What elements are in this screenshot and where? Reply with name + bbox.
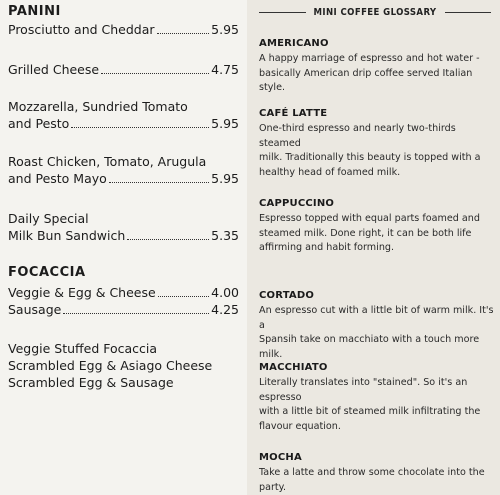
food-menu-column — [0, 0, 247, 495]
item-price: 5.35 — [211, 228, 239, 243]
desc-line: A happy marriage of espresso and hot water - — [259, 53, 480, 64]
item-price: 4.75 — [211, 62, 239, 77]
item-name: Prosciutto and Cheddar — [8, 22, 155, 37]
glossary-term-americano — [259, 38, 495, 96]
desc-line: An espresso cut with a little bit of warm milk. It's a — [259, 305, 494, 331]
desc-line: healthy head of foamed milk. — [259, 166, 401, 178]
leader-dots — [63, 312, 209, 314]
leader-dots — [127, 238, 209, 240]
desc-line: Take a latte and throw some chocolate into the party. — [259, 467, 485, 493]
panini-title: PANINI — [8, 4, 61, 19]
list-item: Scrambled Egg & Asiago Cheese — [8, 358, 213, 373]
leader-dots — [71, 126, 209, 128]
list-item: Veggie Stuffed Focaccia — [8, 341, 158, 356]
menu-item — [8, 61, 239, 78]
menu-item — [8, 98, 239, 132]
item-price: 5.95 — [211, 22, 239, 37]
term-name: CAPPUCCINO — [259, 198, 335, 209]
header-rule-left — [259, 12, 306, 13]
desc-line: milk. Traditionally this beauty is topped with a — [259, 152, 481, 163]
term-description — [259, 466, 495, 495]
term-name: MOCHA — [259, 452, 302, 463]
glossary-term-cappuccino — [259, 198, 495, 256]
term-name: CAFÉ LATTE — [259, 108, 328, 119]
glossary-term-mocha — [259, 452, 495, 495]
glossary-term-macchiato — [259, 362, 495, 434]
glossary-term-cafe-latte — [259, 108, 495, 180]
panini-section — [8, 4, 61, 19]
term-description — [259, 212, 495, 256]
item-name: Sausage — [8, 302, 62, 317]
focaccia-extras — [8, 340, 243, 391]
focaccia-title: FOCACCIA — [8, 265, 86, 280]
list-item: Scrambled Egg & Sausage — [8, 375, 174, 390]
item-name: Grilled Cheese — [8, 62, 100, 77]
term-name: MACCHIATO — [259, 362, 328, 373]
term-description — [259, 122, 495, 180]
item-name: Milk Bun Sandwich — [8, 228, 126, 243]
glossary-term-cortado — [259, 290, 495, 362]
item-price: 5.95 — [211, 116, 239, 131]
item-name: and Pesto — [8, 116, 70, 131]
focaccia-section — [8, 265, 86, 280]
desc-line: Literally translates into "stained". So it's an espresso — [259, 377, 468, 403]
term-description — [259, 52, 495, 96]
term-description — [259, 376, 495, 434]
glossary-title: MINI COFFEE GLOSSARY — [313, 7, 437, 18]
desc-line: Spansih take on macchiato with a touch more milk. — [259, 334, 480, 360]
item-name-line1: Daily Special — [8, 211, 89, 226]
term-description — [259, 304, 495, 362]
coffee-glossary-column — [247, 0, 500, 495]
menu-item — [8, 153, 239, 187]
item-price: 4.25 — [211, 302, 239, 317]
desc-line: basically American drip coffee served Italian style. — [259, 67, 473, 93]
desc-line: with a little bit of steamed milk infiltrating the — [259, 406, 481, 417]
desc-line: flavour equation. — [259, 420, 341, 432]
item-name: Veggie & Egg & Cheese — [8, 285, 156, 300]
item-name: and Pesto Mayo — [8, 171, 107, 186]
leader-dots — [157, 32, 210, 34]
menu-item — [8, 21, 239, 38]
header-rule-right — [445, 12, 492, 13]
item-price: 5.95 — [211, 171, 239, 186]
item-name-line1: Roast Chicken, Tomato, Arugula — [8, 154, 207, 169]
glossary-header — [259, 7, 491, 18]
term-name: AMERICANO — [259, 38, 329, 49]
menu-item — [8, 284, 239, 318]
term-name: CORTADO — [259, 290, 315, 301]
leader-dots — [109, 181, 209, 183]
desc-line: One-third espresso and nearly two-thirds steamed — [259, 123, 456, 149]
leader-dots — [101, 72, 209, 74]
menu-item — [8, 210, 239, 244]
item-name-line1: Mozzarella, Sundried Tomato — [8, 99, 188, 114]
desc-line: affirming and habit forming. — [259, 242, 395, 253]
desc-line: Espresso topped with equal parts foamed and — [259, 213, 480, 224]
desc-line: steamed milk. Done right, it can be both life — [259, 227, 472, 239]
leader-dots — [158, 295, 209, 297]
item-price: 4.00 — [211, 285, 239, 300]
